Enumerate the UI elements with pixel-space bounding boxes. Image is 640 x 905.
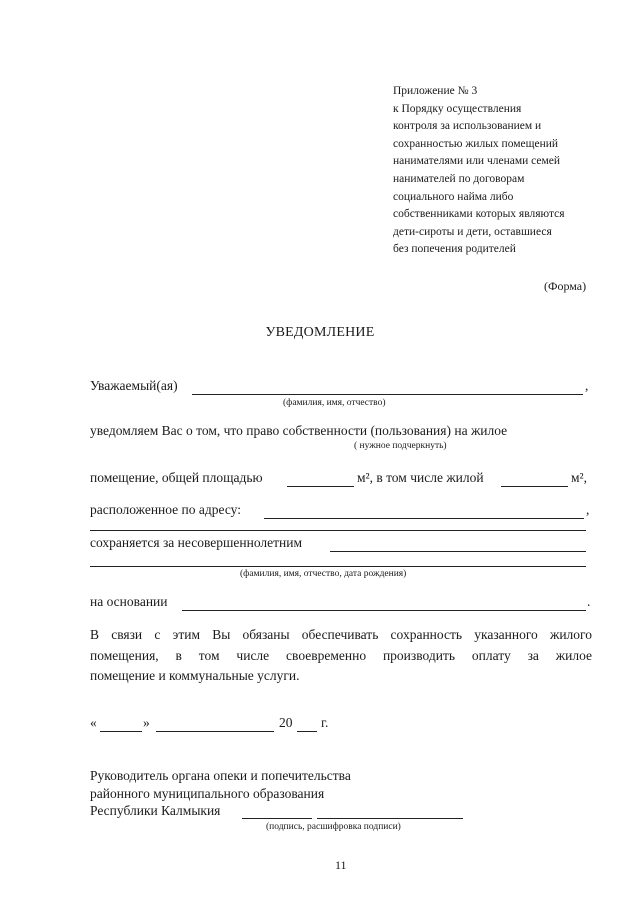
addressee-label: Уважаемый(ая) bbox=[90, 378, 178, 393]
date-open-quote: « bbox=[90, 715, 97, 730]
appendix-line: без попечения родителей bbox=[393, 243, 516, 256]
address-label: расположенное по адресу: bbox=[90, 502, 241, 517]
minor-label: сохраняется за несовершеннолетним bbox=[90, 535, 303, 550]
appendix-line: сохранностью жилых помещений bbox=[393, 137, 559, 150]
appendix-block bbox=[393, 83, 603, 259]
obligation-paragraph bbox=[90, 625, 592, 687]
appendix-line: собственниками которых являются bbox=[393, 208, 565, 221]
address-comma: , bbox=[586, 502, 590, 517]
form-label: (Форма) bbox=[544, 279, 587, 293]
month-field-line[interactable] bbox=[156, 731, 274, 732]
day-field-line[interactable] bbox=[100, 731, 142, 732]
paragraph-line: В связи с этим Вы обязаны обеспечивать сохранность указанного жилого bbox=[90, 627, 592, 642]
appendix-line: контроля за использованием и bbox=[393, 120, 542, 133]
area-unit: м², bbox=[571, 470, 587, 485]
addressee-hint: (фамилия, имя, отчество) bbox=[283, 398, 386, 408]
page-number: 11 bbox=[335, 858, 347, 872]
address-field-line-2[interactable] bbox=[90, 530, 586, 531]
year-suffix: г. bbox=[321, 715, 329, 730]
signature-block bbox=[90, 767, 351, 820]
minor-hint: (фамилия, имя, отчество, дата рождения) bbox=[240, 569, 407, 579]
appendix-line: нанимателями или членами семей bbox=[393, 155, 561, 168]
addressee-field-line[interactable] bbox=[192, 394, 583, 395]
total-area-field-line[interactable] bbox=[287, 486, 354, 487]
signature-hint: (подпись, расшифровка подписи) bbox=[266, 822, 401, 832]
notify-text: уведомляем Вас о том, что право собственности (пользования) на жилое bbox=[90, 423, 508, 438]
year-prefix: 20 bbox=[279, 715, 293, 730]
minor-field-line[interactable] bbox=[330, 551, 586, 552]
document-title: УВЕДОМЛЕНИЕ bbox=[265, 325, 375, 340]
living-area-field-line[interactable] bbox=[501, 486, 568, 487]
area-label: помещение, общей площадью bbox=[90, 470, 263, 485]
appendix-line: дети-сироты и дети, оставшиеся bbox=[393, 225, 552, 238]
basis-period: . bbox=[587, 594, 591, 609]
paragraph-line: помещения, в том числе своевременно производить оплату за жилое bbox=[90, 647, 592, 663]
signature-line: районного муниципального образования bbox=[90, 785, 325, 801]
basis-label: на основании bbox=[90, 594, 168, 609]
year-field-line[interactable] bbox=[297, 731, 317, 732]
signature-decoding-field-line[interactable] bbox=[317, 818, 463, 819]
basis-field-line[interactable] bbox=[182, 610, 586, 611]
addressee-comma: , bbox=[585, 378, 589, 393]
signature-line: Республики Калмыкия bbox=[90, 803, 221, 818]
minor-field-line-2[interactable] bbox=[90, 566, 586, 567]
area-unit-living-label: м², в том числе жилой bbox=[357, 470, 484, 485]
address-field-line[interactable] bbox=[264, 518, 584, 519]
appendix-line: к Порядку осуществления bbox=[393, 102, 522, 115]
signature-field-line[interactable] bbox=[242, 818, 312, 819]
notify-hint: ( нужное подчеркнуть) bbox=[354, 441, 447, 451]
appendix-line: Приложение № 3 bbox=[393, 85, 478, 97]
appendix-line: социального найма либо bbox=[393, 190, 514, 203]
date-close-quote: » bbox=[143, 715, 150, 730]
appendix-line: нанимателей по договорам bbox=[393, 172, 525, 185]
paragraph-line: помещение и коммунальные услуги. bbox=[90, 668, 300, 683]
signature-line: Руководитель органа опеки и попечительства bbox=[90, 768, 351, 783]
